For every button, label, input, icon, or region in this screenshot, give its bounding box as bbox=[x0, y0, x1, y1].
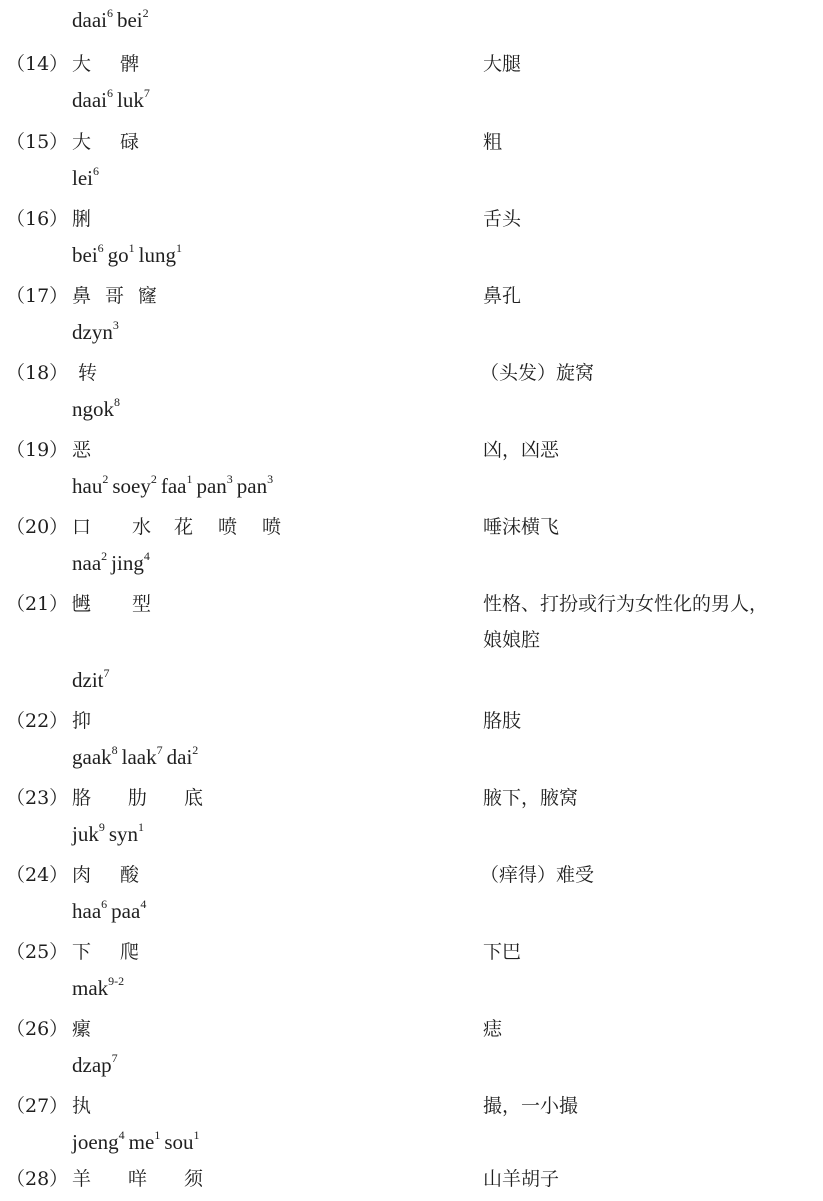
entry-meaning: 舌头 bbox=[483, 208, 522, 230]
entry-row bbox=[0, 1163, 823, 1201]
entry-row bbox=[0, 588, 823, 626]
romanization: lei$^6$ bbox=[72, 164, 99, 190]
romanization-line bbox=[0, 84, 823, 122]
romanization: joeng$^4$ $me^1$ sou$^1$ bbox=[72, 1128, 200, 1154]
romanization: juk$^9$ syn$^1$ bbox=[72, 820, 145, 846]
entry-meaning: 大腿 bbox=[483, 53, 522, 75]
romanization-line bbox=[0, 4, 823, 42]
entry-row bbox=[0, 859, 823, 897]
romanization-line bbox=[0, 316, 823, 354]
entry-number: （26） bbox=[6, 1018, 69, 1040]
romanization: daai$^6$ bei$^2$ bbox=[72, 6, 149, 32]
romanization-line bbox=[0, 393, 823, 431]
entry-meaning: 唾沫横飞 bbox=[483, 516, 560, 538]
romanization-line bbox=[0, 818, 823, 856]
entry-term: 羊 咩 须 bbox=[72, 1168, 204, 1190]
romanization: daai$^6$ luk$^7$ bbox=[72, 86, 150, 112]
romanization-line bbox=[0, 664, 823, 702]
romanization: haa$^6$ paa$^4$ bbox=[72, 897, 147, 923]
entry-number: （14） bbox=[6, 53, 69, 75]
romanization: dzap$^7$ bbox=[72, 1051, 118, 1077]
entry-number: （24） bbox=[6, 864, 69, 886]
entry-number: （20） bbox=[6, 516, 69, 538]
entry-term: 胳 肋 底 bbox=[72, 787, 204, 809]
entry-meaning: 山羊胡子 bbox=[483, 1168, 560, 1190]
entry-number: （16） bbox=[6, 208, 69, 230]
entry-number: （25） bbox=[6, 941, 69, 963]
entry-term: 转 bbox=[78, 362, 98, 384]
entry-term: 瘰 bbox=[72, 1018, 92, 1040]
entry-meaning: （痒得）难受 bbox=[480, 864, 595, 886]
entry-term: 抑 bbox=[72, 710, 92, 732]
romanization: gaak$^8$ laak$^7$ dai$^2$ bbox=[72, 743, 199, 769]
romanization-line bbox=[0, 895, 823, 933]
entry-term: 肉 酸 bbox=[72, 864, 140, 886]
romanization: dzyn$^3$ bbox=[72, 318, 119, 344]
entry-meaning: 腋下，腋窝 bbox=[483, 787, 579, 809]
romanization: hau$^2$ soey$^2$ faa$^1$ pan$^3$ pan$^3$ bbox=[72, 472, 274, 498]
romanization: naa$^2$ jing$^4$ bbox=[72, 549, 150, 575]
entry-row bbox=[0, 936, 823, 974]
entry-row bbox=[0, 357, 823, 395]
romanization: mak$^{9-2}$ bbox=[72, 974, 125, 1000]
entry-term: 恶 bbox=[72, 439, 92, 461]
entry-number: （23） bbox=[6, 787, 69, 809]
entry-number: （21） bbox=[6, 593, 69, 615]
entry-number: （19） bbox=[6, 439, 69, 461]
entry-term: 下 爬 bbox=[72, 941, 140, 963]
entry-term: 大 髀 bbox=[72, 53, 140, 75]
entry-term: 口 水 花 喷 喷 bbox=[72, 516, 282, 538]
entry-row bbox=[0, 203, 823, 241]
entry-row bbox=[0, 434, 823, 472]
entry-number: （27） bbox=[6, 1095, 69, 1117]
entry-meaning: 凶，凶恶 bbox=[483, 439, 560, 461]
entry-meaning: 撮，一小撮 bbox=[483, 1095, 579, 1117]
entry-term: 脷 bbox=[72, 208, 92, 230]
entry-meaning: 胳肢 bbox=[483, 710, 522, 732]
romanization-line bbox=[0, 972, 823, 1010]
entry-meaning: 粗 bbox=[483, 131, 503, 153]
romanization-line bbox=[0, 1126, 823, 1164]
romanization-line bbox=[0, 239, 823, 277]
romanization-line bbox=[0, 741, 823, 779]
entry-number: （18） bbox=[6, 362, 69, 384]
entry-row bbox=[0, 1013, 823, 1051]
entry-row bbox=[0, 280, 823, 318]
entry-term: 大 碌 bbox=[72, 131, 140, 153]
entry-meaning: 性格、打扮或行为女性化的男人， bbox=[483, 593, 769, 615]
entry-row bbox=[0, 48, 823, 86]
romanization: ngok$^8$ bbox=[72, 395, 120, 421]
entry-number: （17） bbox=[6, 285, 69, 307]
entry-row bbox=[0, 126, 823, 164]
meaning-continuation bbox=[0, 624, 823, 662]
romanization-line bbox=[0, 1049, 823, 1087]
entry-number: （28） bbox=[6, 1168, 69, 1190]
entry-number: （15） bbox=[6, 131, 69, 153]
romanization-line bbox=[0, 162, 823, 200]
entry-row bbox=[0, 782, 823, 820]
entry-term: 乸 型 bbox=[72, 593, 152, 615]
entry-meaning: 下巴 bbox=[483, 941, 522, 963]
entry-term: 鼻 哥 窿 bbox=[72, 285, 158, 307]
romanization-line bbox=[0, 470, 823, 508]
entry-row bbox=[0, 1090, 823, 1128]
romanization: bei$^6$ $go^1$ lung$^1$ bbox=[72, 241, 182, 267]
entry-term: 执 bbox=[72, 1095, 92, 1117]
entry-number: （22） bbox=[6, 710, 69, 732]
entry-row bbox=[0, 705, 823, 743]
entry-meaning: 鼻孔 bbox=[483, 285, 522, 307]
entry-meaning: 痣 bbox=[483, 1018, 503, 1040]
entry-meaning-continued: 娘娘腔 bbox=[483, 629, 541, 651]
romanization: dzit$^7$ bbox=[72, 666, 110, 692]
romanization-line bbox=[0, 547, 823, 585]
entry-row bbox=[0, 511, 823, 549]
entry-meaning: （头发）旋窝 bbox=[480, 362, 595, 384]
